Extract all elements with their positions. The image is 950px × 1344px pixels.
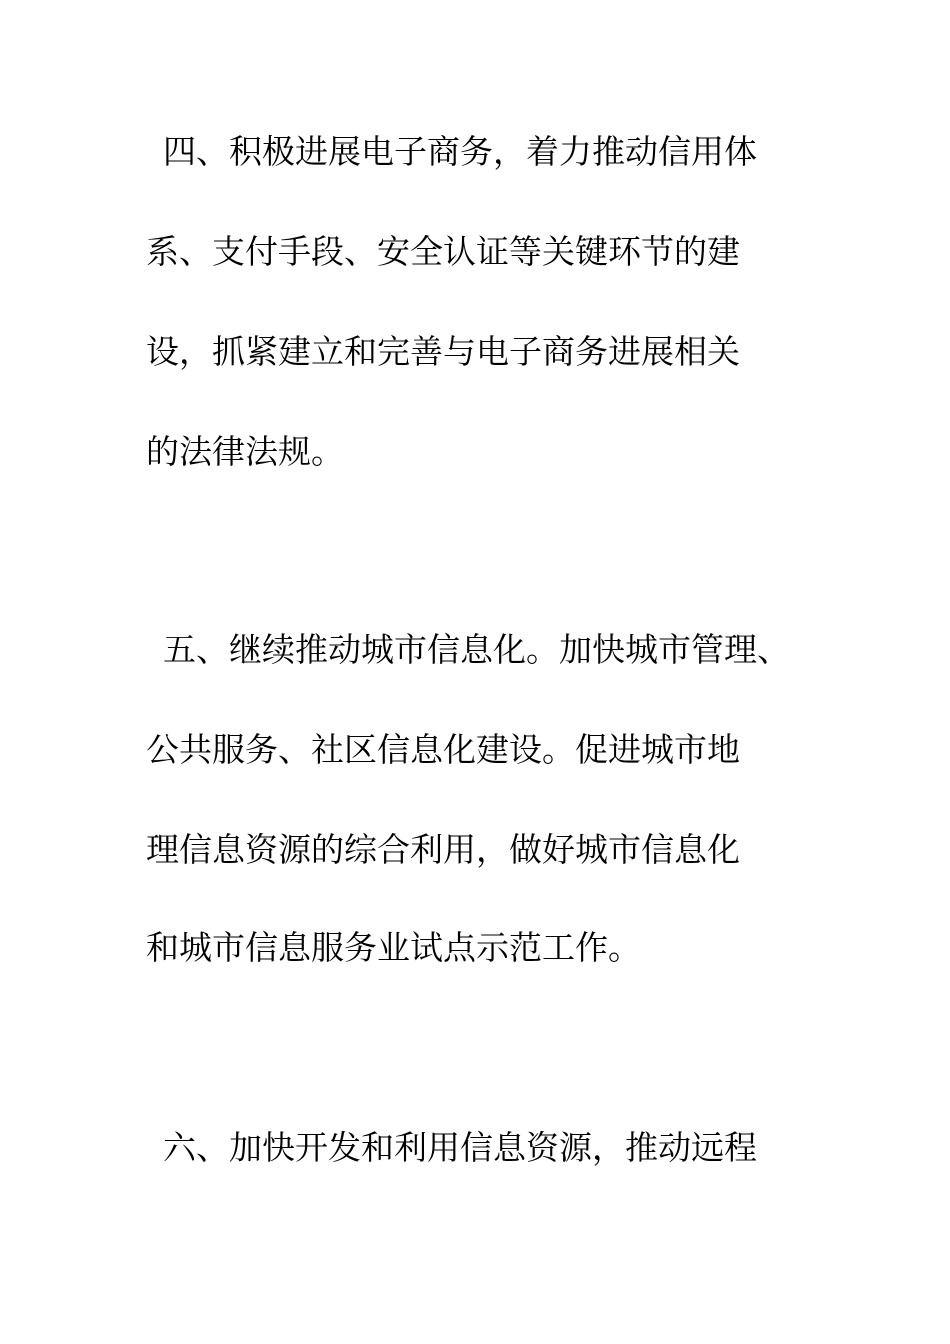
paragraph-line: 系、支付手段、安全认证等关键环节的建 bbox=[146, 232, 740, 271]
paragraph-line: 设，抓紧建立和完善与电子商务进展相关 bbox=[146, 332, 740, 371]
paragraph-line: 六、加快开发和利用信息资源，推动远程 bbox=[163, 1128, 757, 1167]
paragraph-line: 和城市信息服务业试点示范工作。 bbox=[146, 928, 641, 967]
paragraph-line: 的法律法规。 bbox=[146, 432, 344, 471]
paragraph-line: 五、继续推动城市信息化。加快城市管理、 bbox=[163, 630, 790, 669]
paragraph-line: 四、积极进展电子商务，着力推动信用体 bbox=[163, 132, 757, 171]
paragraph-line: 公共服务、社区信息化建设。促进城市地 bbox=[146, 730, 740, 769]
paragraph-line: 理信息资源的综合利用，做好城市信息化 bbox=[146, 830, 740, 869]
